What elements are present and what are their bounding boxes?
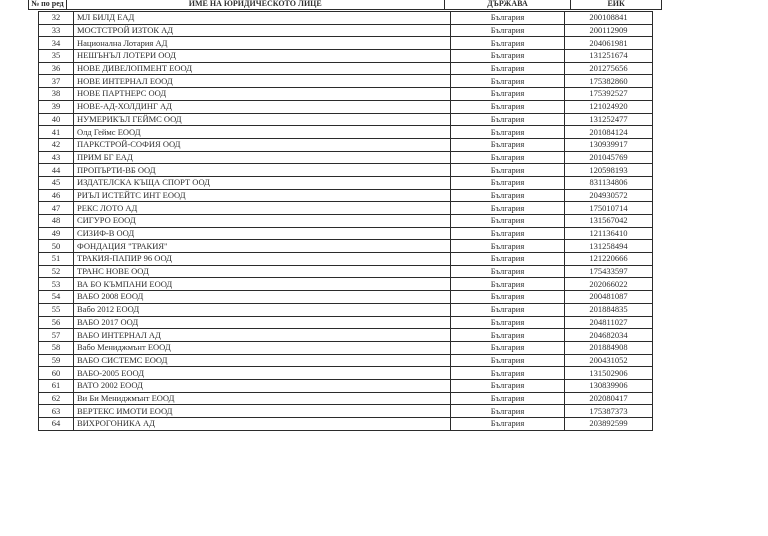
table-row xyxy=(39,75,653,88)
country-cell: България xyxy=(451,341,565,354)
company-name-cell: ТРАНС НОВЕ ООД xyxy=(74,265,451,278)
table-row xyxy=(39,354,653,367)
company-name-cell: ПРИМ БГ ЕАД xyxy=(74,151,451,164)
table-row xyxy=(39,88,653,101)
table-row xyxy=(39,418,653,431)
eik-cell: 204930572 xyxy=(565,189,653,202)
table-row xyxy=(39,227,653,240)
row-number-cell: 47 xyxy=(39,202,74,215)
country-cell: България xyxy=(451,392,565,405)
table-row xyxy=(39,240,653,253)
eik-cell: 201884835 xyxy=(565,303,653,316)
eik-cell: 131252477 xyxy=(565,113,653,126)
row-number-cell: 38 xyxy=(39,88,74,101)
company-name-cell: ВАБО ИНТЕРНАЛ АД xyxy=(74,329,451,342)
eik-cell: 201045769 xyxy=(565,151,653,164)
row-number-cell: 36 xyxy=(39,62,74,75)
row-number-cell: 56 xyxy=(39,316,74,329)
company-name-cell: ВИХРОГОНИКА АД xyxy=(74,418,451,431)
eik-cell: 175010714 xyxy=(565,202,653,215)
company-name-cell: Национална Лотария АД xyxy=(74,37,451,50)
table-row xyxy=(39,202,653,215)
country-cell: България xyxy=(451,126,565,139)
company-name-cell: Вабо Мениджмънт ЕООД xyxy=(74,341,451,354)
table-row xyxy=(39,100,653,113)
country-cell: България xyxy=(451,379,565,392)
eik-cell: 130939917 xyxy=(565,138,653,151)
eik-cell: 204682034 xyxy=(565,329,653,342)
company-name-cell: ФОНДАЦИЯ "ТРАКИЯ" xyxy=(74,240,451,253)
company-name-cell: ВАБО 2017 ООД xyxy=(74,316,451,329)
country-cell: България xyxy=(451,202,565,215)
table-row xyxy=(39,138,653,151)
eik-cell: 121024920 xyxy=(565,100,653,113)
company-name-cell: Вабо 2012 ЕООД xyxy=(74,303,451,316)
country-cell: България xyxy=(451,138,565,151)
row-number-cell: 45 xyxy=(39,176,74,189)
company-name-cell: СИГУРО ЕООД xyxy=(74,215,451,228)
header-company-name: ИМЕ НА ЮРИДИЧЕСКОТО ЛИЦЕ xyxy=(67,0,445,9)
table-row xyxy=(39,405,653,418)
companies-table xyxy=(38,11,653,431)
row-number-cell: 43 xyxy=(39,151,74,164)
company-name-cell: ВЕРТЕКС ИМОТИ ЕООД xyxy=(74,405,451,418)
row-number-cell: 62 xyxy=(39,392,74,405)
table-body xyxy=(39,12,653,431)
country-cell: България xyxy=(451,189,565,202)
row-number-cell: 52 xyxy=(39,265,74,278)
country-cell: България xyxy=(451,164,565,177)
country-cell: България xyxy=(451,329,565,342)
table-row xyxy=(39,113,653,126)
row-number-cell: 48 xyxy=(39,215,74,228)
eik-cell: 202080417 xyxy=(565,392,653,405)
company-name-cell: НУМЕРИКЪЛ ГЕЙМС ООД xyxy=(74,113,451,126)
table-row xyxy=(39,12,653,25)
country-cell: България xyxy=(451,418,565,431)
row-number-cell: 54 xyxy=(39,291,74,304)
table-row xyxy=(39,126,653,139)
country-cell: България xyxy=(451,24,565,37)
eik-cell: 202066022 xyxy=(565,278,653,291)
table-row xyxy=(39,37,653,50)
row-number-cell: 61 xyxy=(39,379,74,392)
country-cell: България xyxy=(451,291,565,304)
eik-cell: 175387373 xyxy=(565,405,653,418)
row-number-cell: 35 xyxy=(39,50,74,63)
table-row xyxy=(39,215,653,228)
company-name-cell: РИЪЛ ИСТЕЙТС ИНТ ЕООД xyxy=(74,189,451,202)
eik-cell: 121220666 xyxy=(565,253,653,266)
row-number-cell: 44 xyxy=(39,164,74,177)
eik-cell: 130839906 xyxy=(565,379,653,392)
table-row xyxy=(39,189,653,202)
table-row xyxy=(39,329,653,342)
eik-cell: 204811027 xyxy=(565,316,653,329)
company-name-cell: ТРАКИЯ-ПАПИР 96 ООД xyxy=(74,253,451,266)
company-name-cell: РЕКС ЛОТО АД xyxy=(74,202,451,215)
country-cell: България xyxy=(451,265,565,278)
eik-cell: 200431052 xyxy=(565,354,653,367)
row-number-cell: 42 xyxy=(39,138,74,151)
eik-cell: 120598193 xyxy=(565,164,653,177)
company-name-cell: ВАБО 2008 ЕООД xyxy=(74,291,451,304)
eik-cell: 203892599 xyxy=(565,418,653,431)
country-cell: България xyxy=(451,215,565,228)
country-cell: България xyxy=(451,240,565,253)
company-name-cell: ВА БО КЪМПАНИ ЕООД xyxy=(74,278,451,291)
company-name-cell: НЕШЪНЪЛ ЛОТЕРИ ООД xyxy=(74,50,451,63)
header-row-number: № по ред xyxy=(29,0,67,9)
eik-cell: 121136410 xyxy=(565,227,653,240)
country-cell: България xyxy=(451,75,565,88)
country-cell: България xyxy=(451,367,565,380)
row-number-cell: 60 xyxy=(39,367,74,380)
country-cell: България xyxy=(451,88,565,101)
row-number-cell: 51 xyxy=(39,253,74,266)
row-number-cell: 55 xyxy=(39,303,74,316)
eik-cell: 831134806 xyxy=(565,176,653,189)
table-header-row xyxy=(28,0,662,10)
eik-cell: 131567042 xyxy=(565,215,653,228)
company-name-cell: СИЗИФ-В ООД xyxy=(74,227,451,240)
company-name-cell: НОВЕ ПАРТНЕРС ООД xyxy=(74,88,451,101)
table-row xyxy=(39,50,653,63)
eik-cell: 131258494 xyxy=(565,240,653,253)
row-number-cell: 63 xyxy=(39,405,74,418)
eik-cell: 200481087 xyxy=(565,291,653,304)
row-number-cell: 39 xyxy=(39,100,74,113)
country-cell: България xyxy=(451,176,565,189)
row-number-cell: 59 xyxy=(39,354,74,367)
row-number-cell: 58 xyxy=(39,341,74,354)
company-name-cell: ВАТО 2002 ЕООД xyxy=(74,379,451,392)
eik-cell: 200108841 xyxy=(565,12,653,25)
eik-cell: 204061981 xyxy=(565,37,653,50)
eik-cell: 200112909 xyxy=(565,24,653,37)
country-cell: България xyxy=(451,12,565,25)
company-name-cell: МОСТСТРОЙ ИЗТОК АД xyxy=(74,24,451,37)
eik-cell: 131251674 xyxy=(565,50,653,63)
company-name-cell: НОВЕ-АД-ХОЛДИНГ АД xyxy=(74,100,451,113)
country-cell: България xyxy=(451,354,565,367)
table-row xyxy=(39,176,653,189)
country-cell: България xyxy=(451,50,565,63)
eik-cell: 201084124 xyxy=(565,126,653,139)
country-cell: България xyxy=(451,278,565,291)
eik-cell: 201275656 xyxy=(565,62,653,75)
company-name-cell: ПАРКСТРОЙ-СОФИЯ ООД xyxy=(74,138,451,151)
table-row xyxy=(39,379,653,392)
table-row xyxy=(39,341,653,354)
table-row xyxy=(39,24,653,37)
row-number-cell: 33 xyxy=(39,24,74,37)
table-row xyxy=(39,367,653,380)
company-name-cell: НОВЕ ДИВЕЛОПМЕНТ ЕООД xyxy=(74,62,451,75)
table-row xyxy=(39,291,653,304)
company-name-cell: ПРОПЪРТИ-ВБ ООД xyxy=(74,164,451,177)
row-number-cell: 64 xyxy=(39,418,74,431)
country-cell: България xyxy=(451,405,565,418)
table-row xyxy=(39,303,653,316)
country-cell: България xyxy=(451,227,565,240)
row-number-cell: 46 xyxy=(39,189,74,202)
country-cell: България xyxy=(451,37,565,50)
company-name-cell: Ви Би Мениджмънт ЕООД xyxy=(74,392,451,405)
row-number-cell: 34 xyxy=(39,37,74,50)
country-cell: България xyxy=(451,151,565,164)
row-number-cell: 50 xyxy=(39,240,74,253)
row-number-cell: 37 xyxy=(39,75,74,88)
table-row xyxy=(39,316,653,329)
eik-cell: 131502906 xyxy=(565,367,653,380)
company-name-cell: ВАБО СИСТЕМС ЕООД xyxy=(74,354,451,367)
header-country: ДЪРЖАВА xyxy=(445,0,572,9)
eik-cell: 175382860 xyxy=(565,75,653,88)
company-name-cell: ВАБО-2005 ЕООД xyxy=(74,367,451,380)
eik-cell: 175392527 xyxy=(565,88,653,101)
company-name-cell: ИЗДАТЕЛСКА КЪЩА СПОРТ ООД xyxy=(74,176,451,189)
table-row xyxy=(39,62,653,75)
country-cell: България xyxy=(451,303,565,316)
country-cell: България xyxy=(451,62,565,75)
company-name-cell: НОВЕ ИНТЕРНАЛ ЕООД xyxy=(74,75,451,88)
table-row xyxy=(39,392,653,405)
country-cell: България xyxy=(451,100,565,113)
header-eik: ЕИК xyxy=(607,0,625,8)
table-row xyxy=(39,151,653,164)
eik-cell: 201884908 xyxy=(565,341,653,354)
country-cell: България xyxy=(451,113,565,126)
eik-cell: 175433597 xyxy=(565,265,653,278)
table-row xyxy=(39,265,653,278)
country-cell: България xyxy=(451,253,565,266)
company-name-cell: МЛ БИЛД ЕАД xyxy=(74,12,451,25)
row-number-cell: 41 xyxy=(39,126,74,139)
row-number-cell: 53 xyxy=(39,278,74,291)
row-number-cell: 57 xyxy=(39,329,74,342)
country-cell: България xyxy=(451,316,565,329)
row-number-cell: 32 xyxy=(39,12,74,25)
table-row xyxy=(39,278,653,291)
table-row xyxy=(39,164,653,177)
company-name-cell: Олд Геймс ЕООД xyxy=(74,126,451,139)
row-number-cell: 49 xyxy=(39,227,74,240)
table-row xyxy=(39,253,653,266)
row-number-cell: 40 xyxy=(39,113,74,126)
